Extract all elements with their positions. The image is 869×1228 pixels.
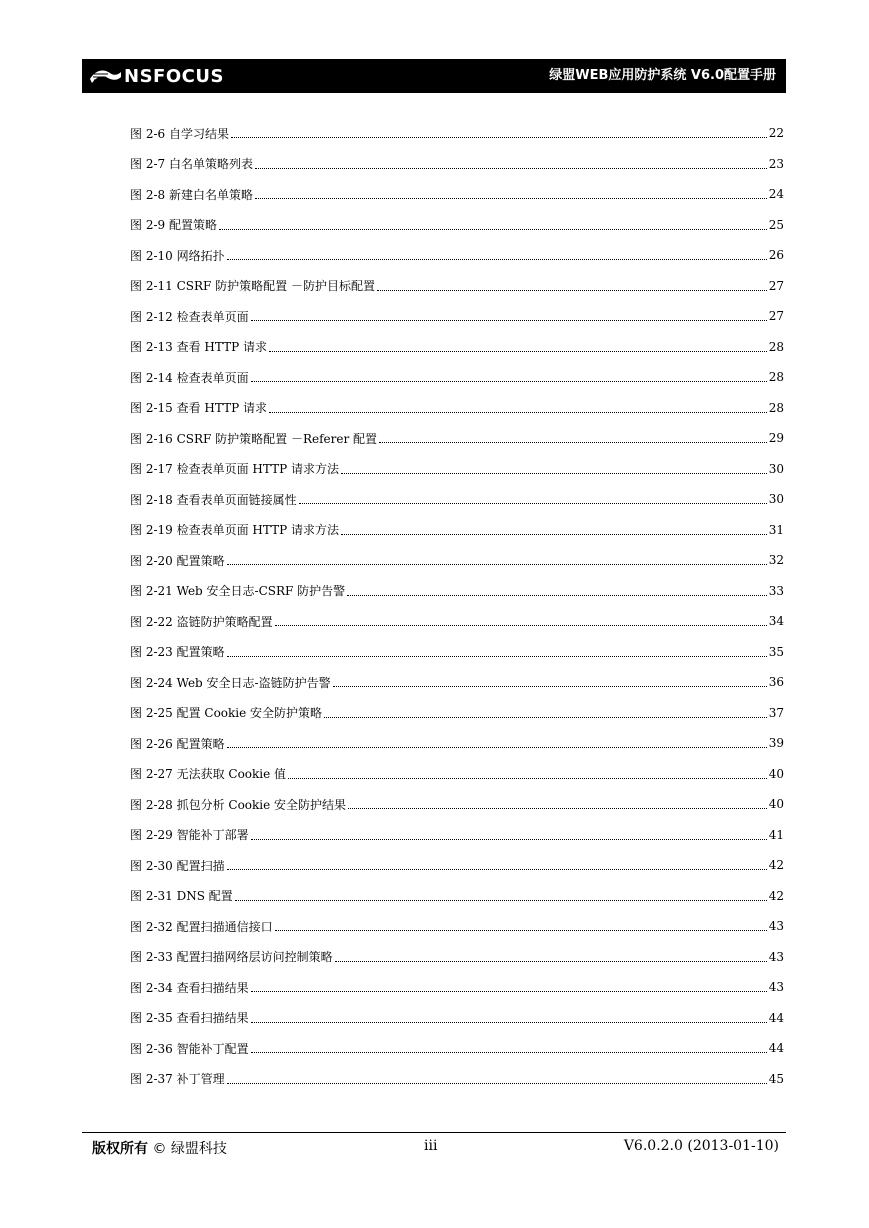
toc-entry-page: 28	[768, 339, 784, 354]
toc-entry-page: 43	[768, 980, 784, 995]
footer-divider	[82, 1132, 786, 1133]
dot-leader	[251, 1021, 767, 1023]
toc-entry[interactable]	[130, 179, 784, 210]
brand-name: NSFOCUS	[124, 65, 224, 87]
toc-entry[interactable]	[130, 576, 784, 607]
flag-icon	[88, 65, 122, 87]
toc-entry-page: 27	[768, 278, 784, 293]
toc-entry[interactable]	[130, 698, 784, 729]
toc-entry-label: 图 2-29 智能补丁部署	[130, 828, 249, 843]
toc-entry-page: 32	[768, 553, 784, 568]
toc-entry-page: 27	[768, 309, 784, 324]
dot-leader	[227, 1082, 767, 1084]
toc-entry-label: 图 2-26 配置策略	[130, 736, 225, 751]
figure-list	[130, 118, 784, 1094]
dot-leader	[219, 228, 767, 230]
toc-entry-label: 图 2-34 查看扫描结果	[130, 980, 249, 995]
toc-entry-label: 图 2-8 新建白名单策略	[130, 187, 253, 202]
toc-entry[interactable]	[130, 240, 784, 271]
toc-entry-page: 41	[768, 827, 784, 842]
toc-entry[interactable]	[130, 942, 784, 973]
dot-leader	[251, 838, 767, 840]
toc-entry[interactable]	[130, 454, 784, 485]
toc-entry[interactable]	[130, 484, 784, 515]
toc-entry-label: 图 2-35 查看扫描结果	[130, 1011, 249, 1026]
dot-leader	[251, 990, 767, 992]
page-number: iii	[424, 1138, 438, 1154]
toc-entry-label: 图 2-15 查看 HTTP 请求	[130, 401, 267, 416]
dot-leader	[335, 960, 767, 962]
dot-leader	[341, 472, 767, 474]
dot-leader	[251, 1051, 767, 1053]
toc-entry-label: 图 2-6 自学习结果	[130, 126, 229, 141]
toc-entry-page: 42	[768, 858, 784, 873]
toc-entry-label: 图 2-24 Web 安全日志-盗链防护告警	[130, 675, 331, 690]
toc-entry-page: 43	[768, 949, 784, 964]
toc-entry-page: 30	[768, 461, 784, 476]
company-name: 绿盟科技	[170, 1141, 227, 1157]
toc-entry[interactable]	[130, 667, 784, 698]
toc-entry[interactable]	[130, 1033, 784, 1064]
toc-entry[interactable]	[130, 1064, 784, 1095]
toc-entry-label: 图 2-19 检查表单页面 HTTP 请求方法	[130, 523, 339, 538]
toc-entry-label: 图 2-10 网络拓扑	[130, 248, 225, 263]
dot-leader	[347, 594, 767, 596]
dot-leader	[379, 441, 767, 443]
document-title: 绿盟WEB应用防护系统 V6.0配置手册	[549, 68, 776, 83]
toc-entry-page: 34	[768, 614, 784, 629]
toc-entry-page: 33	[768, 583, 784, 598]
toc-entry-label: 图 2-21 Web 安全日志-CSRF 防护告警	[130, 584, 346, 599]
toc-entry[interactable]	[130, 637, 784, 668]
toc-entry-page: 31	[768, 522, 784, 537]
dot-leader	[275, 929, 767, 931]
dot-leader	[324, 716, 767, 718]
toc-entry-page: 30	[768, 492, 784, 507]
toc-entry-label: 图 2-33 配置扫描网络层访问控制策略	[130, 950, 333, 965]
dot-leader	[227, 868, 767, 870]
dot-leader	[348, 807, 767, 809]
toc-entry-label: 图 2-31 DNS 配置	[130, 889, 233, 904]
toc-entry-label: 图 2-37 补丁管理	[130, 1072, 225, 1087]
toc-entry-label: 图 2-32 配置扫描通信接口	[130, 919, 273, 934]
footer-copyright	[92, 1138, 227, 1158]
toc-entry-page: 36	[768, 675, 784, 690]
toc-entry-page: 40	[768, 766, 784, 781]
dot-leader	[227, 258, 767, 260]
dot-leader	[235, 899, 767, 901]
toc-entry-label: 图 2-18 查看表单页面链接属性	[130, 492, 297, 507]
toc-entry-page: 40	[768, 797, 784, 812]
toc-entry-label: 图 2-30 配置扫描	[130, 858, 225, 873]
toc-entry[interactable]	[130, 850, 784, 881]
dot-leader	[227, 563, 767, 565]
dot-leader	[269, 350, 767, 352]
toc-entry[interactable]	[130, 972, 784, 1003]
toc-entry-page: 26	[768, 248, 784, 263]
toc-entry-label: 图 2-28 抓包分析 Cookie 安全防护结果	[130, 797, 347, 812]
toc-entry[interactable]	[130, 423, 784, 454]
dot-leader	[227, 746, 767, 748]
toc-entry[interactable]	[130, 210, 784, 241]
dot-leader	[231, 136, 767, 138]
document-version: V6.0.2.0 (2013-01-10)	[623, 1138, 779, 1154]
toc-entry-label: 图 2-14 检查表单页面	[130, 370, 249, 385]
dot-leader	[377, 289, 767, 291]
toc-entry[interactable]	[130, 332, 784, 363]
toc-entry-page: 44	[768, 1041, 784, 1056]
toc-entry[interactable]	[130, 545, 784, 576]
toc-entry[interactable]	[130, 1003, 784, 1034]
toc-entry-label: 图 2-22 盗链防护策略配置	[130, 614, 273, 629]
toc-entry-label: 图 2-27 无法获取 Cookie 值	[130, 767, 287, 782]
toc-entry-label: 图 2-36 智能补丁配置	[130, 1041, 249, 1056]
dot-leader	[341, 533, 767, 535]
copyright-label: 版权所有	[92, 1141, 148, 1157]
toc-entry-page: 35	[768, 644, 784, 659]
toc-entry-label: 图 2-11 CSRF 防护策略配置 －防护目标配置	[130, 279, 375, 294]
dot-leader	[299, 502, 767, 504]
toc-entry-page: 28	[768, 400, 784, 415]
toc-entry-page: 29	[768, 431, 784, 446]
toc-entry[interactable]	[130, 606, 784, 637]
toc-entry-page: 37	[768, 705, 784, 720]
toc-entry-label: 图 2-13 查看 HTTP 请求	[130, 340, 267, 355]
toc-entry[interactable]	[130, 911, 784, 942]
copyright-symbol: ©	[152, 1141, 167, 1157]
dot-leader	[255, 167, 767, 169]
toc-entry[interactable]	[130, 728, 784, 759]
dot-leader	[251, 380, 767, 382]
dot-leader	[275, 624, 767, 626]
toc-entry-label: 图 2-9 配置策略	[130, 218, 217, 233]
toc-entry[interactable]	[130, 515, 784, 546]
toc-entry[interactable]	[130, 759, 784, 790]
dot-leader	[333, 685, 767, 687]
dot-leader	[227, 655, 767, 657]
toc-entry-label: 图 2-16 CSRF 防护策略配置 －Referer 配置	[130, 431, 378, 446]
toc-entry[interactable]	[130, 271, 784, 302]
toc-entry-page: 45	[768, 1071, 784, 1086]
toc-entry[interactable]	[130, 362, 784, 393]
dot-leader	[288, 777, 767, 779]
toc-entry[interactable]	[130, 301, 784, 332]
toc-entry-label: 图 2-12 检查表单页面	[130, 309, 249, 324]
toc-entry-page: 44	[768, 1010, 784, 1025]
toc-entry-label: 图 2-25 配置 Cookie 安全防护策略	[130, 706, 323, 721]
nsfocus-logo	[88, 63, 224, 89]
dot-leader	[251, 319, 767, 321]
toc-entry-page: 25	[768, 217, 784, 232]
toc-entry-page: 42	[768, 888, 784, 903]
toc-entry-label: 图 2-17 检查表单页面 HTTP 请求方法	[130, 462, 339, 477]
toc-entry[interactable]	[130, 118, 784, 149]
toc-entry-page: 28	[768, 370, 784, 385]
toc-entry[interactable]	[130, 881, 784, 912]
toc-entry[interactable]	[130, 393, 784, 424]
toc-entry[interactable]	[130, 820, 784, 851]
toc-entry-page: 24	[768, 187, 784, 202]
page-header	[82, 59, 786, 93]
toc-entry-page: 39	[768, 736, 784, 751]
toc-entry[interactable]	[130, 789, 784, 820]
toc-entry-label: 图 2-7 白名单策略列表	[130, 157, 253, 172]
dot-leader	[255, 197, 767, 199]
toc-entry-label: 图 2-23 配置策略	[130, 645, 225, 660]
dot-leader	[269, 411, 767, 413]
toc-entry-page: 43	[768, 919, 784, 934]
toc-entry[interactable]	[130, 149, 784, 180]
toc-entry-page: 22	[768, 126, 784, 141]
toc-entry-label: 图 2-20 配置策略	[130, 553, 225, 568]
toc-entry-page: 23	[768, 156, 784, 171]
